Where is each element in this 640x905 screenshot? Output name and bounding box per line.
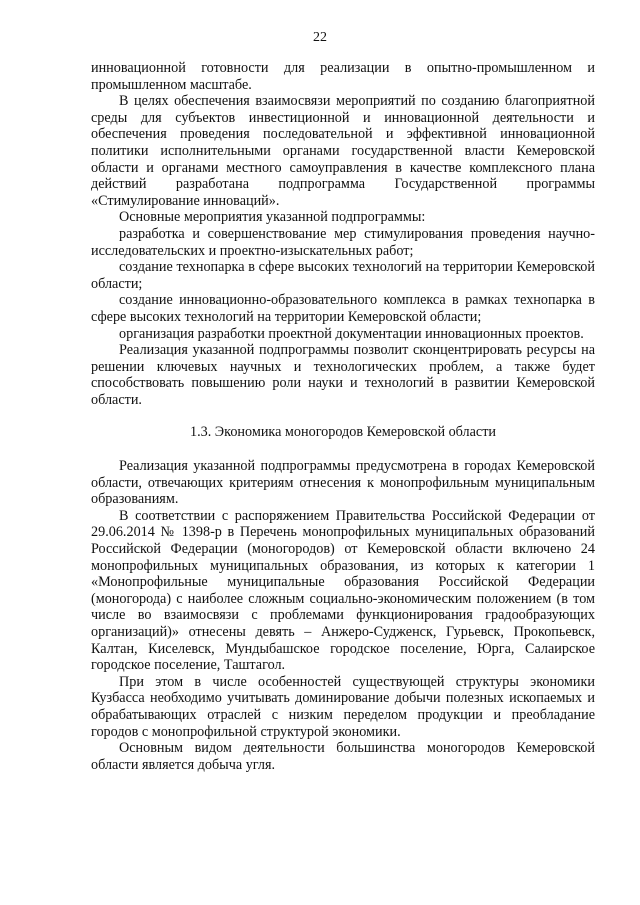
- paragraph: В соответствии с распоряжением Правительства Российской Федерации от 29.06.2014 № 1398-р в Перечень монопрофильных муниципальных образований Российской Федерации (моногородов) от Кемеровской области включено 24 монопрофильных муниципальных образования, из которых к категории 1 «Монопрофильные муниципальные образования Российской Федерации (моногорода) с наиболее сложным социально-экономическим положением (в том числе во взаимосвязи с проблемами функционирования градообразующих организаций)» отнесены девять – Анжеро-Судженск, Гурьевск, Прокопьевск, Калтан, Киселевск, Мундыбашское городское поселение, Юрга, Салаирское городское поселение, Таштагол.: [91, 507, 595, 674]
- paragraph: инновационной готовности для реализации в опытно-промышленном и промышленном масштабе.: [91, 60, 595, 93]
- list-item: организация разработки проектной документации инновационных проектов.: [119, 325, 584, 342]
- list-item: разработка и совершенствование мер стимулирования проведения научно- исследовательских и проектно-изыскательных работ;: [91, 225, 595, 259]
- paragraph: Реализация указанной подпрограммы предусмотрена в городах Кемеровской области, отвечающих критериям отнесения к монопрофильным муниципальным образованиям.: [91, 458, 595, 508]
- paragraph: В целях обеспечения взаимосвязи мероприятий по созданию благоприятной среды для субъектов инвестиционной и инновационной деятельности и обеспечения проведения последовательной и эффективной инновационной политики исполнительными органами государственной власти Кемеровской области и органами местного самоуправления в качестве комплексного плана действий разработана подпрограмма Государственной программы «Стимулирование инноваций».: [91, 93, 595, 209]
- list-item: создание инновационно-образовательного комплекса в рамках технопарка в сфере высоких технологий на территории Кемеровской области;: [91, 292, 595, 325]
- paragraph: Основные мероприятия указанной подпрограммы:: [119, 209, 426, 226]
- list-item: создание технопарка в сфере высоких технологий на территории Кемеровской области;: [91, 259, 595, 292]
- section-heading: 1.3. Экономика моногородов Кемеровской области: [189, 424, 497, 441]
- paragraph: Реализация указанной подпрограммы позволит сконцентрировать ресурсы на решении ключевых научных и технологических проблем, а также будет способствовать повышению роли науки и технологий в развитии Кемеровской области.: [91, 342, 595, 408]
- paragraph: При этом в числе особенностей существующей структуры экономики Кузбасса необходимо учитывать доминирование добычи полезных ископаемых и обрабатывающих отраслей с низким переделом продукции и преобладание городов с монопрофильной структурой экономики.: [91, 673, 595, 740]
- document-body: [91, 60, 595, 773]
- page-number: 22: [313, 30, 327, 45]
- paragraph: Основным видом деятельности большинства моногородов Кемеровской области является добыча угля.: [91, 740, 595, 773]
